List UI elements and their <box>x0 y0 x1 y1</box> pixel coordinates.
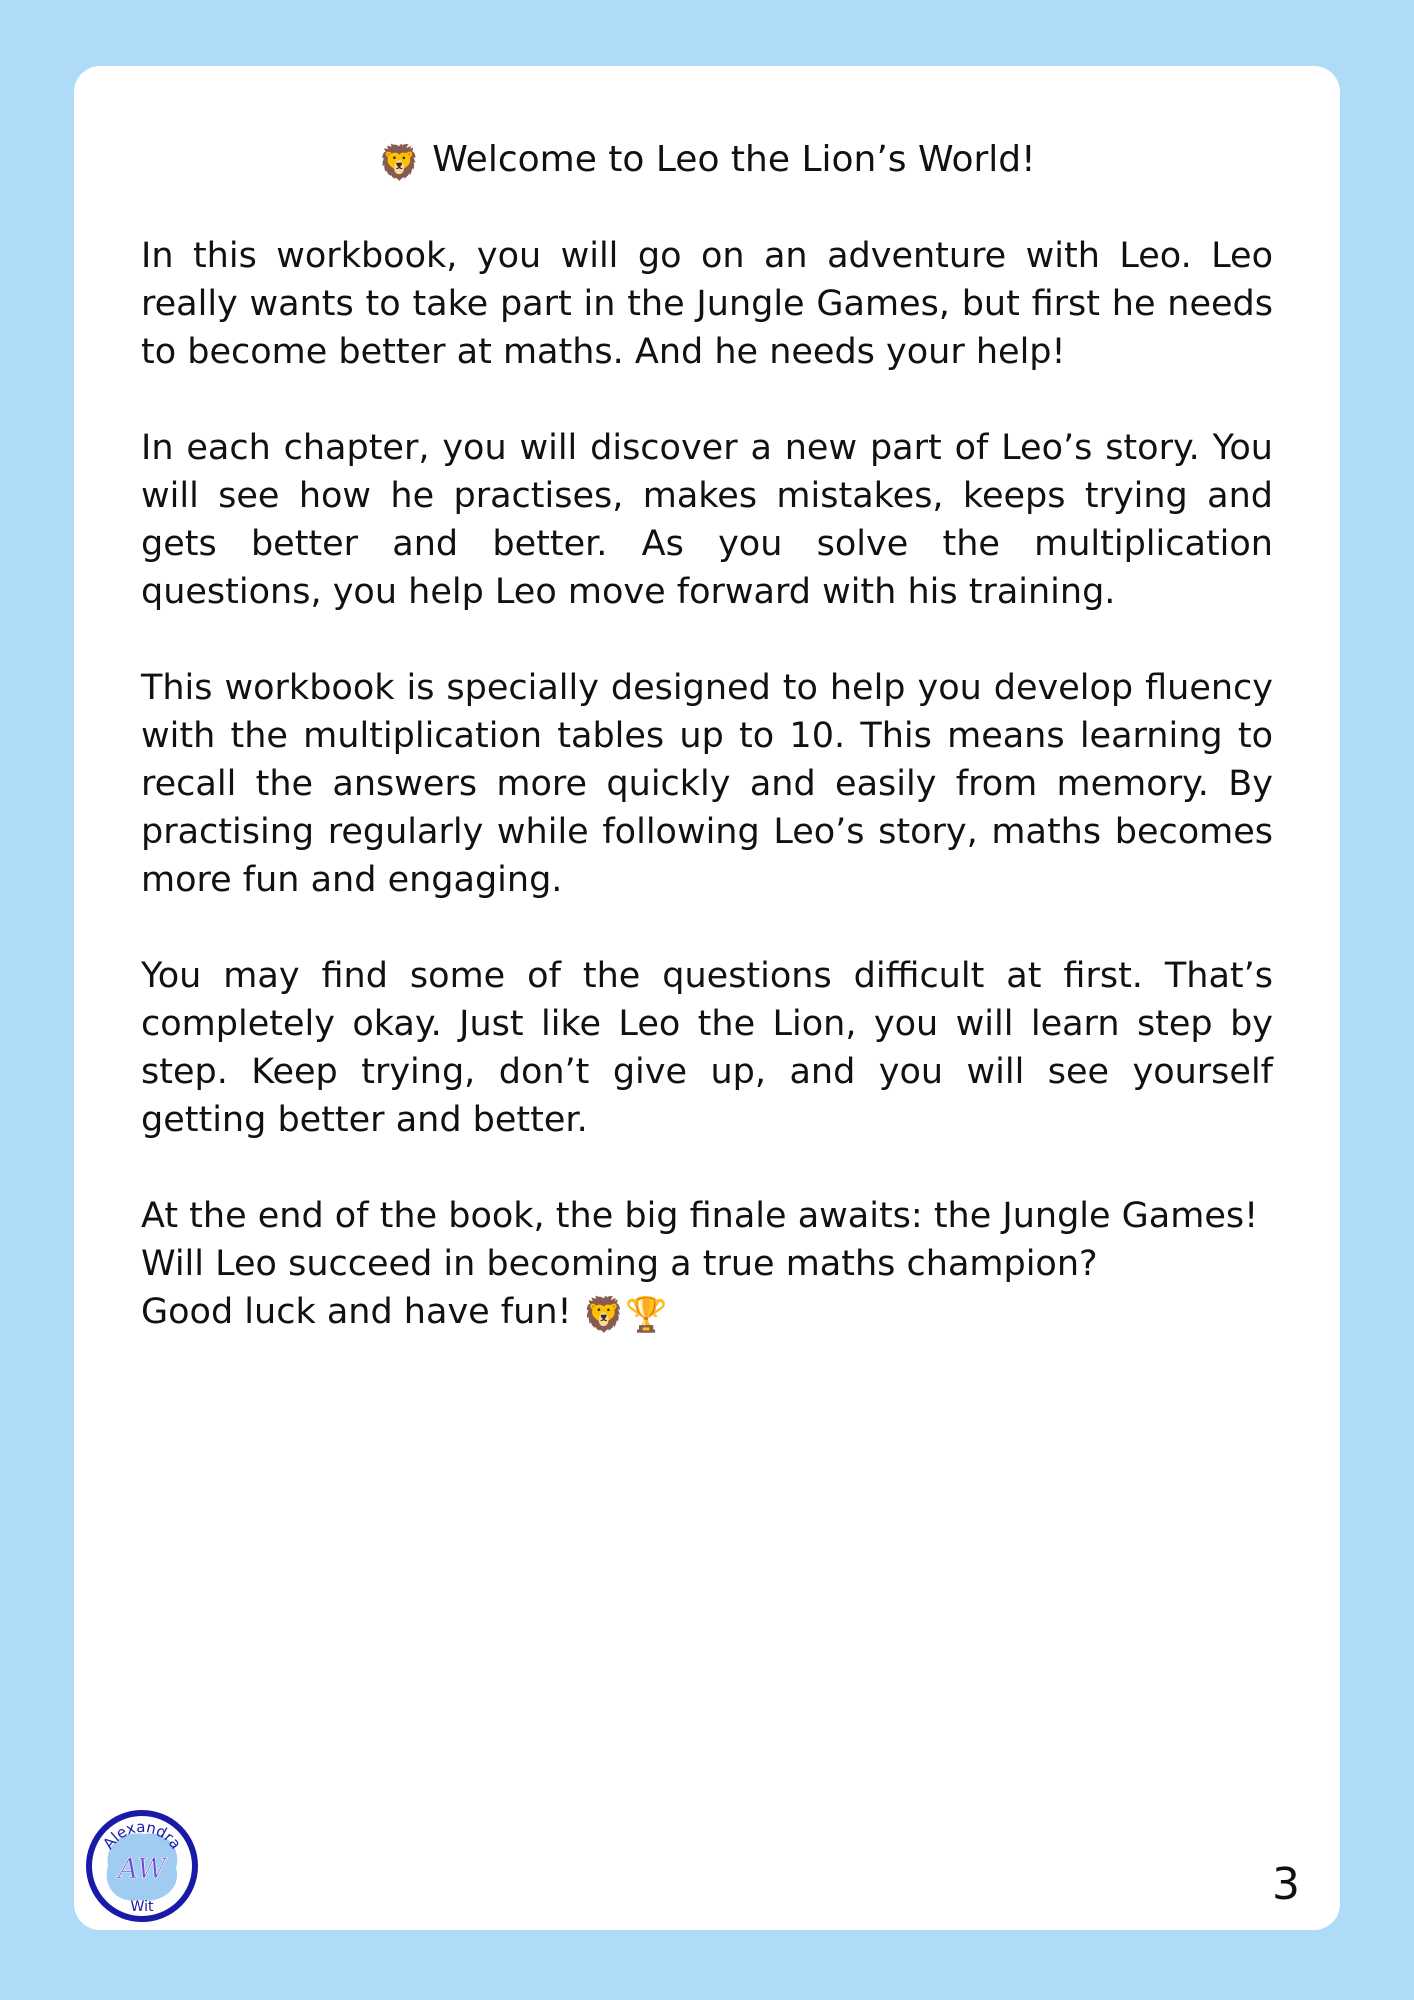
purpose-paragraph: This workbook is specially designed to help you develop fluency with the multiplication tables up to 10. This means learning to recall the answers more quickly and easily from memory. By practising regularly while following Leo’s story, maths becomes more fun and engaging. <box>141 668 1273 900</box>
closing-line-question: Will Leo succeed in becoming a true maths champion? <box>141 1244 1098 1284</box>
closing-wish-text: Good luck and have fun! <box>141 1292 572 1332</box>
trophy-icon: 🏆 <box>625 1295 668 1335</box>
closing-paragraph <box>141 1192 1273 1336</box>
logo-top-text: Alexandra <box>99 1817 185 1853</box>
page-number: 3 <box>1272 1859 1300 1910</box>
closing-line-finale: At the end of the book, the big finale awaits: the Jungle Games! <box>141 1196 1259 1236</box>
page-title-text: Welcome to Leo the Lion’s World! <box>432 139 1036 180</box>
page-content <box>141 136 1273 1336</box>
encouragement-paragraph: You may find some of the questions difficult at first. That’s completely okay. Just like Leo the Lion, you will learn step by step. Keep trying, don’t give up, and you will see yourself getting better and better. <box>141 956 1273 1140</box>
author-logo <box>84 1808 200 1924</box>
closing-line-wish <box>141 1288 1273 1336</box>
page-title <box>141 136 1273 184</box>
page-card <box>74 66 1340 1930</box>
logo-monogram: AW <box>118 1852 166 1885</box>
chapters-paragraph: In each chapter, you will discover a new part of Leo’s story. You will see how he practises, makes mistakes, keeps trying and gets better and better. As you solve the multiplication questions, you help Leo move forward with his training. <box>141 428 1273 612</box>
lion-face-icon: 🦁 <box>378 143 421 183</box>
logo-bottom-text: Wit <box>130 1899 154 1915</box>
lion-face-icon: 🦁 <box>582 1295 626 1335</box>
intro-paragraph: In this workbook, you will go on an adventure with Leo. Leo really wants to take part in the Jungle Games, but first he needs to become better at maths. And he needs your help! <box>141 236 1273 372</box>
